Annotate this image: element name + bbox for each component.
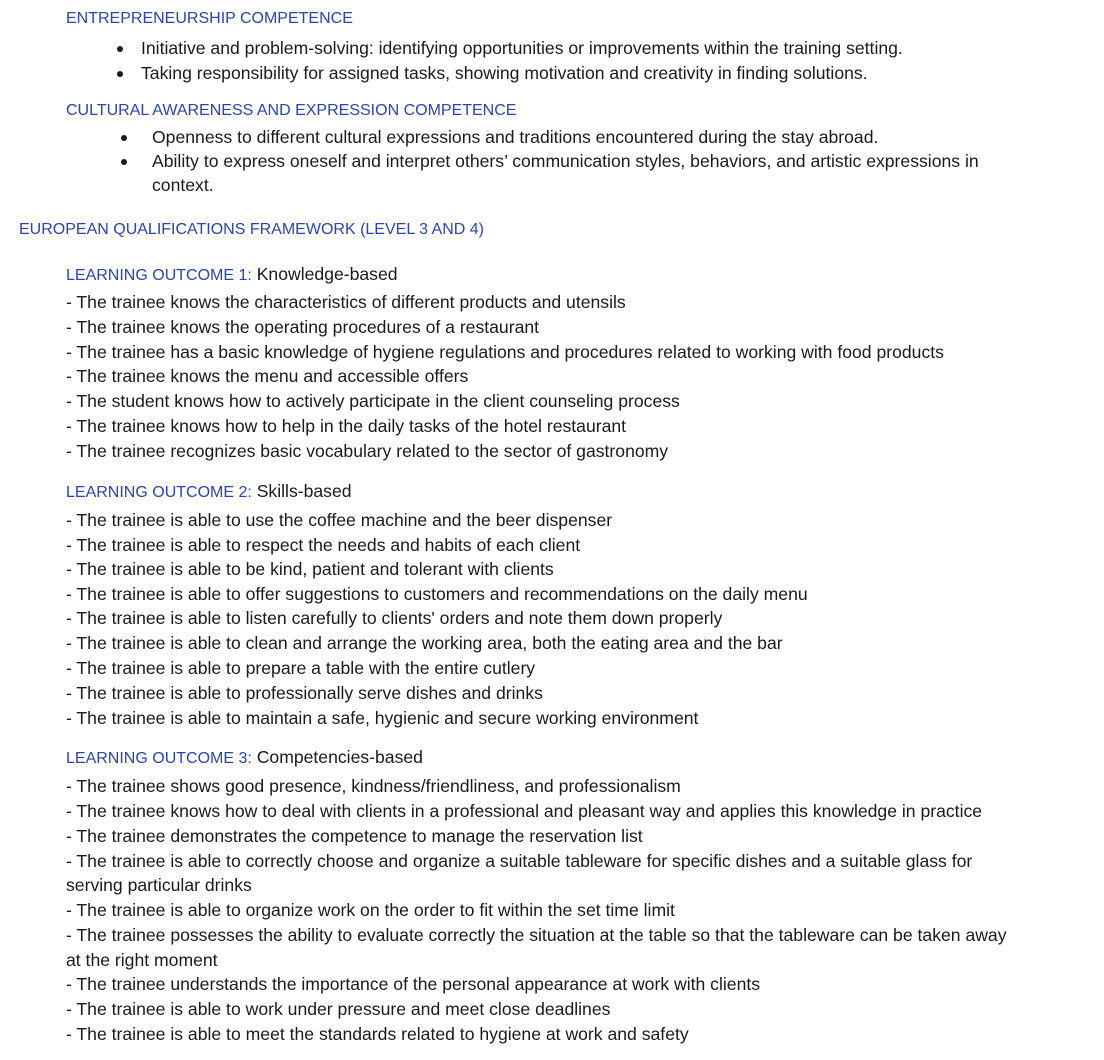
outcome-3-line: - The trainee is able to meet the standards related to hygiene at work and safety — [66, 1024, 689, 1044]
outcome-2-line: - The trainee is able to offer suggestions to customers and recommendations on the daily menu — [66, 584, 808, 604]
outcome-2-line: - The trainee is able to listen carefully to clients' orders and note them down properly — [66, 608, 723, 628]
outcome-1-line: - The trainee has a basic knowledge of hygiene regulations and procedures related to working with food products — [66, 342, 944, 362]
learning-outcome-3-type: Competencies-based — [251, 747, 423, 767]
learning-outcome-3-label: LEARNING OUTCOME 3: — [66, 750, 252, 767]
outcome-1-line: - The student knows how to actively participate in the client counseling process — [66, 391, 680, 411]
outcome-3-line: - The trainee understands the importance of the personal appearance at work with clients — [66, 974, 761, 994]
outcome-3-line: - The trainee demonstrates the competence to manage the reservation list — [66, 826, 643, 846]
outcome-2-line: - The trainee is able to respect the needs and habits of each client — [66, 535, 581, 555]
cultural-bullet-2-continued: context. — [152, 175, 214, 195]
outcome-3-line: - The trainee is able to correctly choose and organize a suitable tableware for specific dishes and a suitable glass for — [66, 851, 973, 871]
outcome-2-line: - The trainee is able to clean and arrange the working area, both the eating area and the bar — [66, 633, 783, 653]
learning-outcome-3-heading — [66, 747, 423, 768]
cultural-bullet-1: Openness to different cultural expressions and traditions encountered during the stay abroad. — [152, 127, 879, 147]
outcome-1-line: - The trainee knows how to help in the daily tasks of the hotel restaurant — [66, 416, 627, 436]
learning-outcome-1-heading — [66, 264, 398, 285]
bullet-icon — [121, 135, 127, 141]
outcome-2-line: - The trainee is able to professionally serve dishes and drinks — [66, 683, 543, 703]
cultural-bullet-2: Ability to express oneself and interpret others’ communication styles, behaviors, and artistic expressions in — [152, 151, 979, 171]
outcome-3-line-continued: at the right moment — [66, 950, 218, 970]
entrepreneurship-heading: ENTREPRENEURSHIP COMPETENCE — [66, 10, 353, 27]
outcome-2-line: - The trainee is able to be kind, patient and tolerant with clients — [66, 559, 554, 579]
outcome-3-line: - The trainee is able to organize work on the order to fit within the set time limit — [66, 900, 675, 920]
entrepreneurship-bullet-2: Taking responsibility for assigned tasks, showing motivation and creativity in finding solutions. — [141, 63, 868, 83]
outcome-1-line: - The trainee knows the characteristics of different products and utensils — [66, 292, 626, 312]
outcome-1-line: - The trainee recognizes basic vocabulary related to the sector of gastronomy — [66, 441, 669, 461]
outcome-3-line: - The trainee is able to work under pressure and meet close deadlines — [66, 999, 611, 1019]
outcome-1-line: - The trainee knows the operating procedures of a restaurant — [66, 317, 540, 337]
bullet-icon — [121, 159, 127, 165]
learning-outcome-2-type: Skills-based — [251, 481, 352, 501]
bullet-icon — [117, 46, 123, 52]
outcome-3-line: - The trainee possesses the ability to evaluate correctly the situation at the table so that the tableware can be taken away — [66, 925, 1007, 945]
outcome-3-line-continued: serving particular drinks — [66, 875, 252, 895]
outcome-1-line: - The trainee knows the menu and accessible offers — [66, 366, 469, 386]
bullet-icon — [117, 71, 123, 77]
learning-outcome-1-type: Knowledge-based — [251, 264, 398, 284]
learning-outcome-2-heading — [66, 481, 352, 502]
outcome-2-line: - The trainee is able to maintain a safe, hygienic and secure working environment — [66, 708, 699, 728]
cultural-heading: CULTURAL AWARENESS AND EXPRESSION COMPETENCE — [66, 102, 517, 119]
outcome-3-line: - The trainee knows how to deal with clients in a professional and pleasant way and applies this knowledge in practice — [66, 801, 983, 821]
outcome-3-line: - The trainee shows good presence, kindness/friendliness, and professionalism — [66, 776, 681, 796]
entrepreneurship-bullet-1: Initiative and problem-solving: identifying opportunities or improvements within the training setting. — [141, 38, 903, 58]
outcome-2-line: - The trainee is able to use the coffee machine and the beer dispenser — [66, 510, 613, 530]
learning-outcome-1-label: LEARNING OUTCOME 1: — [66, 267, 252, 284]
eqf-heading: EUROPEAN QUALIFICATIONS FRAMEWORK (LEVEL 3 AND 4) — [19, 221, 484, 238]
outcome-2-line: - The trainee is able to prepare a table with the entire cutlery — [66, 658, 536, 678]
learning-outcome-2-label: LEARNING OUTCOME 2: — [66, 484, 252, 501]
